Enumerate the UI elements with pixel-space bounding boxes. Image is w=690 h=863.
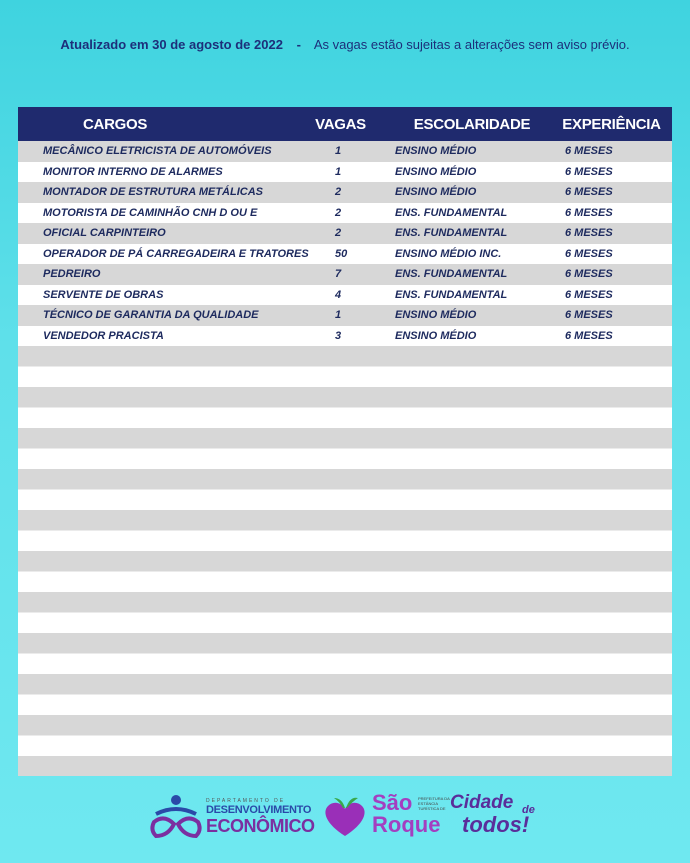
cell-escolaridade: ENS. FUNDAMENTAL (395, 268, 508, 281)
table-row (18, 141, 672, 162)
people-icon (148, 792, 204, 842)
cell-cargo: MONITOR INTERNO DE ALARMES (43, 165, 223, 178)
disclaimer: As vagas estão sujeitas a alterações sem aviso prévio. (313, 37, 630, 52)
table-row (18, 162, 672, 183)
dev-small-text: DEPARTAMENTO DE (206, 798, 286, 804)
cell-cargo: MONTADOR DE ESTRUTURA METÁLICAS (43, 186, 263, 199)
cell-vagas: 2 (335, 186, 342, 199)
table-row (18, 203, 672, 224)
sao-text: São (372, 790, 413, 815)
header-vagas: VAGAS (315, 115, 366, 133)
header-escolaridade: ESCOLARIDADE (413, 115, 531, 133)
update-notice (0, 37, 690, 52)
separator: - (296, 37, 301, 52)
cidade-de-todos-logo (450, 792, 550, 842)
cell-experiencia: 6 MESES (565, 165, 613, 178)
cell-escolaridade: ENSINO MÉDIO (395, 145, 477, 158)
footer-logos (0, 790, 690, 840)
todos-text: todos! (462, 812, 530, 837)
cell-experiencia: 6 MESES (565, 288, 613, 301)
table-row (18, 264, 672, 285)
cell-experiencia: 6 MESES (565, 247, 613, 260)
table-row (18, 326, 672, 347)
header-experiencia: EXPERIÊNCIA (562, 115, 661, 133)
cell-escolaridade: ENSINO MÉDIO (395, 165, 477, 178)
cell-escolaridade: ENS. FUNDAMENTAL (395, 206, 508, 219)
cell-escolaridade: ENSINO MÉDIO (395, 309, 477, 322)
cell-vagas: 50 (335, 247, 348, 260)
cell-cargo: OFICIAL CARPINTEIRO (43, 227, 166, 240)
dev-line2: ECONÔMICO (206, 816, 315, 836)
cell-vagas: 1 (335, 165, 342, 178)
cell-escolaridade: ENS. FUNDAMENTAL (395, 227, 508, 240)
cell-vagas: 1 (335, 145, 342, 158)
prefeitura-text: PREFEITURA DA ESTÂNCIA TURÍSTICA DE (418, 796, 450, 811)
cell-experiencia: 6 MESES (565, 206, 613, 219)
cell-cargo: OPERADOR DE PÁ CARREGADEIRA E TRATORES (43, 247, 309, 260)
cell-vagas: 1 (335, 309, 342, 322)
sao-roque-logo (322, 790, 450, 840)
table-row (18, 285, 672, 306)
cell-cargo: PEDREIRO (43, 268, 101, 281)
update-date: Atualizado em 30 de agosto de 2022 (60, 37, 283, 52)
heart-grape-icon (322, 794, 368, 838)
dev-line1: DESENVOLVIMENTO (206, 804, 312, 816)
cidade-text: Cidade (450, 792, 514, 813)
cell-escolaridade: ENSINO MÉDIO INC. (395, 247, 502, 260)
cell-experiencia: 6 MESES (565, 186, 613, 199)
table-row (18, 223, 672, 244)
cell-cargo: SERVENTE DE OBRAS (43, 288, 164, 301)
cell-experiencia: 6 MESES (565, 268, 613, 281)
header-cargos: CARGOS (83, 115, 148, 133)
cell-cargo: TÉCNICO DE GARANTIA DA QUALIDADE (43, 309, 259, 322)
table-header (18, 107, 672, 141)
cell-cargo: VENDEDOR PRACISTA (43, 329, 164, 342)
table-body (18, 141, 672, 346)
dev-economico-logo (148, 792, 315, 842)
table-row (18, 244, 672, 265)
cell-experiencia: 6 MESES (565, 309, 613, 322)
roque-text: Roque (372, 812, 441, 837)
vacancies-table (18, 107, 672, 776)
cell-vagas: 4 (335, 288, 342, 301)
table-row (18, 182, 672, 203)
cell-experiencia: 6 MESES (565, 145, 613, 158)
cell-vagas: 2 (335, 227, 342, 240)
cell-cargo: MOTORISTA DE CAMINHÃO CNH D OU E (43, 206, 258, 219)
cell-vagas: 7 (335, 268, 342, 281)
cell-experiencia: 6 MESES (565, 329, 613, 342)
cell-cargo: MECÂNICO ELETRICISTA DE AUTOMÓVEIS (43, 145, 272, 158)
cell-escolaridade: ENS. FUNDAMENTAL (395, 288, 508, 301)
cell-experiencia: 6 MESES (565, 227, 613, 240)
de-text: de (522, 804, 535, 816)
cell-vagas: 3 (335, 329, 342, 342)
cell-escolaridade: ENSINO MÉDIO (395, 329, 477, 342)
table-row (18, 305, 672, 326)
cell-vagas: 2 (335, 206, 342, 219)
cell-escolaridade: ENSINO MÉDIO (395, 186, 477, 199)
